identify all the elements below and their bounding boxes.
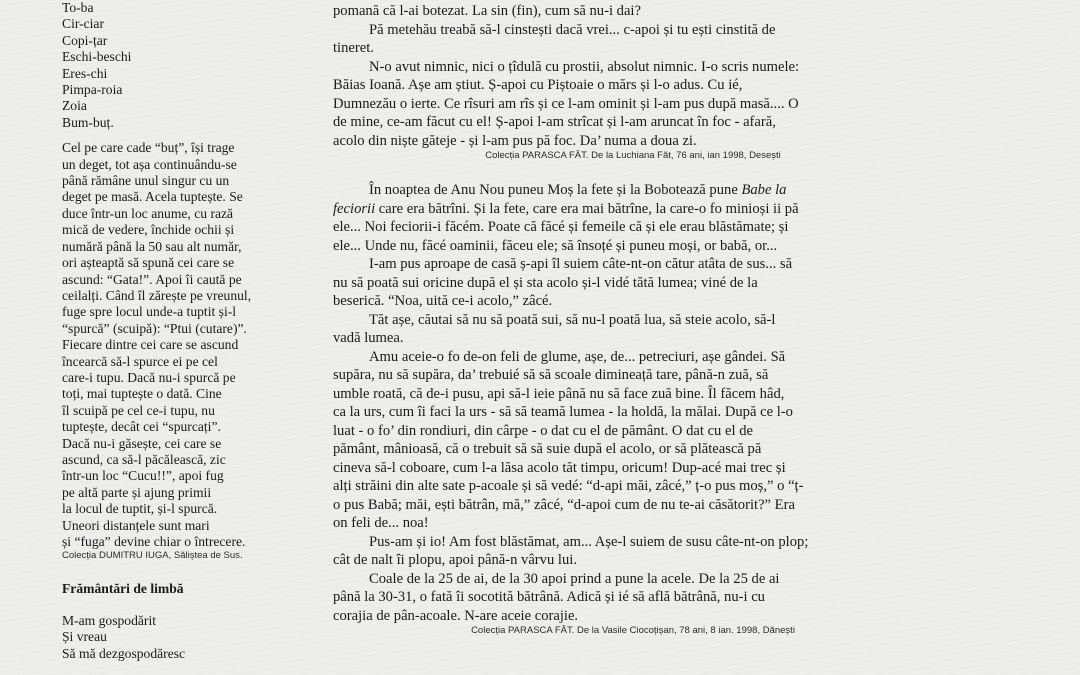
rules-line: într-un loc “Cucu!!”, apoi fug <box>62 468 224 484</box>
text-line: o pus Babă; măi, ești bătrân, mă,” zâcé, “d-apoi cum de nu te-ai căsătorit?” Era <box>333 496 795 513</box>
text-line: cât de nalt îi plopu, apoi până-n vârvu lui. <box>333 552 577 568</box>
rhyme-line: Eres-chi <box>62 65 108 81</box>
rules-line: ceilalți. Când îl zărește pe vreunul, <box>62 287 252 303</box>
tongue-line: Și vreau <box>62 629 107 645</box>
tongue-line: M-am gospodărit <box>62 612 157 628</box>
collection-credit: Colecția DUMITRU IUGA, Săliștea de Sus. <box>62 550 243 562</box>
rules-line: deget pe masă. Acela tuptește. Se <box>62 189 243 205</box>
counting-rhyme <box>62 0 292 131</box>
tongue-twister <box>62 613 292 662</box>
rules-line: ori așteaptă să spună cei care se <box>62 255 235 271</box>
text-line: Pus-am și io! Am fost blăstămat, am... Așe-l suiem de susu câte-nt-on plop; <box>369 533 809 550</box>
italic-phrase: feciorii <box>333 200 376 217</box>
text-line: până la 30-31, o fată îi socotită bătrână. Adică și ié să află bătrână, nu-i cu <box>333 589 765 605</box>
rules-line: îl scuipă pe cel ce-i tupu, nu <box>62 402 215 418</box>
rhyme-line: Cir-ciar <box>62 16 104 32</box>
text-line: supăra, nu să supăra, da’ trebuié să să scoale dimineață tare, până-n zuă, să <box>333 367 769 383</box>
text-line: Dumnezău o ierte. Ce rîsuri am rîs și ce l-am ominit și l-am pus după masă.... O <box>333 95 799 112</box>
rhyme-line: Eschi-beschi <box>62 49 132 65</box>
rhyme-line: To-ba <box>62 0 94 15</box>
right-column <box>333 2 933 636</box>
rhyme-line: Zoia <box>62 98 87 114</box>
rules-line: pe altă parte și ajung primii <box>62 484 212 500</box>
text-line: Băias Ioană. Așe am știut. Ș-apoi cu Piștoaie o mărs și l-o adus. Cu ié, <box>333 77 743 93</box>
text-run: În noaptea de Anu Nou puneu Moș la fete și la Bobotează pune <box>369 182 738 198</box>
rules-line: duce într-un loc anume, cu rază <box>62 205 234 221</box>
rules-line: până rămâne unul singur cu un <box>62 173 230 189</box>
text-line: de mine, ce-am făcut cu el! Ș-apoi l-am strîcat și l-am aruncat în foc - afară, <box>333 114 776 130</box>
rules-line: mică de vedere, închide ochii și <box>62 222 235 238</box>
text-line: Coale de la 25 de ai, de la 30 apoi prind a pune la acele. De la 25 de ai <box>369 570 780 587</box>
text-line: alți străini din alte sate p-acoale și să vedé: “d-api măi, zâcé,” ț-o pus moș,” o “ț- <box>333 478 804 494</box>
text-line: ele... Unde nu, făcé oaminii, făceu ele; să însoțé și puneu moși, or babă, or... <box>333 237 778 254</box>
text-line: Amu aceie-o fo de-on feli de glume, așe, de... petreciuri, așe gândei. Să <box>369 348 786 365</box>
text-line <box>333 200 933 219</box>
text-line: acolo din niște găteje - și l-am pus pă foc. Da’ numa a doua zi. <box>333 132 697 149</box>
rules-line: un deget, tot așa continuându-se <box>62 156 237 172</box>
text-line: I-am pus aproape de casă ș-api îl suiem câte-nt-on cătur atâta de sus... să <box>369 256 793 272</box>
rules-line: Fiecare dintre cei care se ascund <box>62 337 239 353</box>
game-rules <box>62 140 292 550</box>
rhyme-line: Copi-țar <box>62 32 108 48</box>
italic-phrase: Babe la <box>741 182 787 198</box>
rules-line: ascund, ca să-l păcălească, zic <box>62 451 226 467</box>
text-run: care era bătrîni. Și la fete, care era mai bătrîne, la care-o fo minioși ii pă <box>375 200 799 217</box>
text-line <box>333 181 933 200</box>
text-line: on feli de... noa! <box>333 515 429 531</box>
rules-line: la locul de tuptit, și-l spurcă. <box>62 501 218 517</box>
collection-credit: Colecția PARASCA FĂT. De la Vasile Ciocoțișan, 78 ani, 8 ian. 1998, Dănești <box>471 625 795 636</box>
text-line: N-o avut nimnic, nici o țîdulă cu prostii, absolut nimnic. I-o scris numele: <box>369 58 800 75</box>
text-line: ca la urs, cum îi faci la urs - să să teamă lumea - la holdă, la mălai. După ce l-o <box>333 404 793 420</box>
collection-credit: Colecția PARASCA FĂT. De la Luchiana Făt, 76 ani, ian 1998, Desești <box>485 150 781 161</box>
story-block-1 <box>333 2 933 150</box>
spacer <box>333 161 933 181</box>
text-line: luat - o fo’ din rondiuri, din cârpe - o dat cu el de pământ. O dat cu el de <box>333 422 753 439</box>
left-column <box>62 0 292 662</box>
rules-line: tuptește, decât cei “spurcați”. <box>62 419 221 435</box>
rules-line: Uneori distanțele sunt mari <box>62 517 210 533</box>
rules-line: fuge spre locul unde-a tuptit și-l <box>62 304 237 320</box>
rules-line: și “fuga” devine chiar o întrecere. <box>62 534 246 549</box>
rules-line: Cel pe care cade “buț”, își trage <box>62 140 235 156</box>
rules-line: încearcă să-l spurce ei pe cel <box>62 353 218 369</box>
text-line: corajia de pân-acoale. N-are aceie corajie. <box>333 607 579 624</box>
text-line: beserică. “Noa, uită ce-i acolo,” zâcé. <box>333 293 553 309</box>
text-line: tineret. <box>333 40 374 56</box>
section-title: Frământări de limbă <box>62 581 184 597</box>
rules-line: ascund: “Gata!”. Apoi îi caută pe <box>62 271 242 287</box>
text-line: pomană că l-ai botezat. La sin (fin), cum să nu-i dai? <box>333 3 641 19</box>
text-line: cineva să-l coboare, cum l-a lăsa acolo tăt timpu, oricum! Dup-acé mai trec și <box>333 459 786 476</box>
text-line: Pă metehău treabă să-l cinstești dacă vrei... c-apoi și tu ești cinstită de <box>369 21 776 38</box>
rules-line: “spurcă” (scuipă): “Ptui (cutare)”. <box>62 320 247 336</box>
rules-line: care-i tupu. Dacă nu-i spurcă pe <box>62 369 236 385</box>
rules-line: numără până la 50 sau alt număr, <box>62 238 242 254</box>
text-line: nu să poată sui oricine după el și sta acolo și-l vidé tătă lumea; viné de la <box>333 274 758 291</box>
text-line: pământ, mânioasă, că o trebuit să să suie după el acolo, or să plătească pă <box>333 441 762 457</box>
text-line: umble roată, că de-i pusu, api să-l ieie până nu să face zuă bine. Îl făcem hâd, <box>333 385 785 402</box>
text-line: vadă lumea. <box>333 330 404 346</box>
text-line: Tăt așe, căutai să nu să poată sui, să nu-l poată lua, să steie acolo, să-l <box>369 311 776 328</box>
rules-line: toți, mai tuptește o dată. Cine <box>62 386 222 402</box>
tongue-line: Să mă dezgospodăresc <box>62 645 186 661</box>
rhyme-line: Pimpa-roia <box>62 82 123 98</box>
rhyme-line: Bum-buț. <box>62 114 114 130</box>
text-line: ele... Noi feciorii-i făcém. Poate că făcé și femeile că și ele erau blăstămate; și <box>333 219 789 235</box>
story-block-2 <box>333 181 933 625</box>
rules-line: Dacă nu-i găsește, cei care se <box>62 435 222 451</box>
